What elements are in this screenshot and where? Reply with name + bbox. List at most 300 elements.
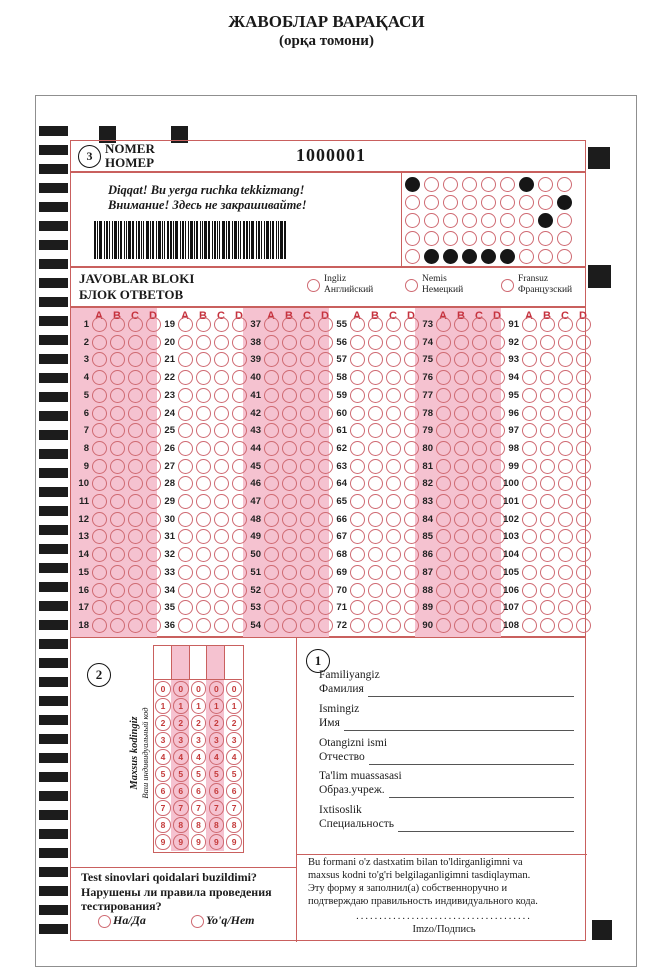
answer-bubble[interactable] bbox=[110, 352, 125, 367]
answer-bubble[interactable] bbox=[436, 565, 451, 580]
answer-bubble[interactable] bbox=[540, 335, 555, 350]
answer-bubble[interactable] bbox=[472, 618, 487, 633]
digit-bubble[interactable]: 5 bbox=[209, 766, 225, 782]
signature-dots[interactable]: ...................................... bbox=[356, 911, 532, 922]
answer-bubble[interactable] bbox=[472, 476, 487, 491]
answer-bubble[interactable] bbox=[386, 423, 401, 438]
digit-bubble[interactable]: 3 bbox=[209, 732, 225, 748]
digit-bubble[interactable]: 5 bbox=[226, 766, 242, 782]
code-bubble[interactable] bbox=[405, 231, 420, 246]
answer-bubble[interactable] bbox=[472, 406, 487, 421]
answer-bubble[interactable] bbox=[178, 547, 193, 562]
answer-bubble[interactable] bbox=[540, 618, 555, 633]
answer-bubble[interactable] bbox=[558, 529, 573, 544]
answer-bubble[interactable] bbox=[282, 494, 297, 509]
answer-bubble[interactable] bbox=[472, 583, 487, 598]
digit-bubble[interactable]: 5 bbox=[191, 766, 207, 782]
answer-bubble[interactable] bbox=[350, 600, 365, 615]
answer-bubble[interactable] bbox=[368, 441, 383, 456]
answer-bubble[interactable] bbox=[300, 370, 315, 385]
answer-bubble[interactable] bbox=[128, 441, 143, 456]
answer-bubble[interactable] bbox=[282, 512, 297, 527]
answer-bubble[interactable] bbox=[522, 583, 537, 598]
answer-bubble[interactable] bbox=[196, 388, 211, 403]
code-bubble[interactable] bbox=[557, 195, 572, 210]
answer-bubble[interactable] bbox=[522, 352, 537, 367]
answer-bubble[interactable] bbox=[128, 494, 143, 509]
answer-bubble[interactable] bbox=[540, 423, 555, 438]
answer-bubble[interactable] bbox=[300, 459, 315, 474]
code-bubble[interactable] bbox=[405, 177, 420, 192]
answer-bubble[interactable] bbox=[436, 494, 451, 509]
answer-bubble[interactable] bbox=[128, 388, 143, 403]
digit-bubble[interactable]: 9 bbox=[209, 834, 225, 850]
answer-bubble[interactable] bbox=[558, 494, 573, 509]
answer-bubble[interactable] bbox=[386, 547, 401, 562]
answer-bubble[interactable] bbox=[436, 476, 451, 491]
answer-bubble[interactable] bbox=[540, 352, 555, 367]
answer-bubble[interactable] bbox=[454, 565, 469, 580]
digit-bubble[interactable]: 2 bbox=[226, 715, 242, 731]
answer-bubble[interactable] bbox=[350, 547, 365, 562]
answer-bubble[interactable] bbox=[386, 618, 401, 633]
answer-bubble[interactable] bbox=[454, 494, 469, 509]
code-bubble[interactable] bbox=[462, 195, 477, 210]
answer-bubble[interactable] bbox=[386, 388, 401, 403]
answer-bubble[interactable] bbox=[540, 441, 555, 456]
answer-bubble[interactable] bbox=[128, 583, 143, 598]
answer-bubble[interactable] bbox=[350, 352, 365, 367]
answer-bubble[interactable] bbox=[350, 441, 365, 456]
answer-bubble[interactable] bbox=[454, 547, 469, 562]
answer-bubble[interactable] bbox=[386, 352, 401, 367]
answer-bubble[interactable] bbox=[576, 352, 591, 367]
answer-bubble[interactable] bbox=[282, 352, 297, 367]
answer-bubble[interactable] bbox=[264, 352, 279, 367]
answer-bubble[interactable] bbox=[540, 317, 555, 332]
answer-bubble[interactable] bbox=[214, 600, 229, 615]
answer-bubble[interactable] bbox=[540, 600, 555, 615]
answer-bubble[interactable] bbox=[386, 512, 401, 527]
answer-bubble[interactable] bbox=[178, 335, 193, 350]
code-bubble[interactable] bbox=[557, 213, 572, 228]
answer-bubble[interactable] bbox=[454, 459, 469, 474]
answer-bubble[interactable] bbox=[178, 512, 193, 527]
answer-bubble[interactable] bbox=[472, 441, 487, 456]
answer-bubble[interactable] bbox=[196, 494, 211, 509]
code-bubble[interactable] bbox=[443, 249, 458, 264]
answer-bubble[interactable] bbox=[558, 476, 573, 491]
answer-bubble[interactable] bbox=[92, 618, 107, 633]
answer-bubble[interactable] bbox=[178, 600, 193, 615]
answer-bubble[interactable] bbox=[196, 352, 211, 367]
answer-bubble[interactable] bbox=[264, 370, 279, 385]
code-bubble[interactable] bbox=[538, 177, 553, 192]
answer-bubble[interactable] bbox=[110, 583, 125, 598]
answer-bubble[interactable] bbox=[350, 565, 365, 580]
answer-bubble[interactable] bbox=[282, 459, 297, 474]
answer-bubble[interactable] bbox=[178, 370, 193, 385]
answer-bubble[interactable] bbox=[300, 335, 315, 350]
answer-bubble[interactable] bbox=[522, 441, 537, 456]
digit-bubble[interactable]: 3 bbox=[226, 732, 242, 748]
answer-bubble[interactable] bbox=[576, 370, 591, 385]
answer-bubble[interactable] bbox=[558, 370, 573, 385]
answer-bubble[interactable] bbox=[300, 406, 315, 421]
answer-bubble[interactable] bbox=[454, 423, 469, 438]
digit-bubble[interactable]: 3 bbox=[191, 732, 207, 748]
answer-bubble[interactable] bbox=[264, 441, 279, 456]
answer-bubble[interactable] bbox=[472, 565, 487, 580]
digit-bubble[interactable]: 0 bbox=[191, 681, 207, 697]
digit-bubble[interactable]: 0 bbox=[209, 681, 225, 697]
answer-bubble[interactable] bbox=[368, 583, 383, 598]
answer-bubble[interactable] bbox=[522, 423, 537, 438]
answer-bubble[interactable] bbox=[558, 459, 573, 474]
code-bubble[interactable] bbox=[481, 249, 496, 264]
answer-bubble[interactable] bbox=[576, 512, 591, 527]
code-bubble[interactable] bbox=[500, 249, 515, 264]
digit-bubble[interactable]: 1 bbox=[191, 698, 207, 714]
answer-bubble[interactable] bbox=[558, 406, 573, 421]
answer-bubble[interactable] bbox=[350, 512, 365, 527]
answer-bubble[interactable] bbox=[522, 476, 537, 491]
answer-bubble[interactable] bbox=[454, 583, 469, 598]
code-bubble[interactable] bbox=[443, 177, 458, 192]
answer-bubble[interactable] bbox=[264, 600, 279, 615]
answer-bubble[interactable] bbox=[540, 529, 555, 544]
digit-bubble[interactable]: 2 bbox=[209, 715, 225, 731]
answer-bubble[interactable] bbox=[368, 352, 383, 367]
answer-bubble[interactable] bbox=[368, 317, 383, 332]
answer-bubble[interactable] bbox=[454, 317, 469, 332]
answer-bubble[interactable] bbox=[436, 583, 451, 598]
answer-bubble[interactable] bbox=[110, 370, 125, 385]
answer-bubble[interactable] bbox=[576, 583, 591, 598]
answer-bubble[interactable] bbox=[576, 388, 591, 403]
answer-bubble[interactable] bbox=[558, 583, 573, 598]
answer-bubble[interactable] bbox=[522, 494, 537, 509]
answer-bubble[interactable] bbox=[92, 600, 107, 615]
answer-bubble[interactable] bbox=[178, 583, 193, 598]
answer-bubble[interactable] bbox=[128, 547, 143, 562]
answer-bubble[interactable] bbox=[92, 352, 107, 367]
answer-bubble[interactable] bbox=[386, 565, 401, 580]
answer-bubble[interactable] bbox=[196, 317, 211, 332]
answer-bubble[interactable] bbox=[472, 459, 487, 474]
answer-bubble[interactable] bbox=[110, 317, 125, 332]
answer-bubble[interactable] bbox=[436, 335, 451, 350]
answer-bubble[interactable] bbox=[214, 476, 229, 491]
code-bubble[interactable] bbox=[500, 231, 515, 246]
answer-bubble[interactable] bbox=[350, 317, 365, 332]
answer-bubble[interactable] bbox=[92, 583, 107, 598]
answer-bubble[interactable] bbox=[178, 529, 193, 544]
answer-bubble[interactable] bbox=[558, 335, 573, 350]
digit-bubble[interactable]: 4 bbox=[191, 749, 207, 765]
code-bubble[interactable] bbox=[462, 177, 477, 192]
answer-bubble[interactable] bbox=[282, 583, 297, 598]
answer-bubble[interactable] bbox=[264, 529, 279, 544]
code-bubble[interactable] bbox=[462, 231, 477, 246]
answer-bubble[interactable] bbox=[128, 618, 143, 633]
answer-bubble[interactable] bbox=[300, 547, 315, 562]
answer-bubble[interactable] bbox=[576, 406, 591, 421]
answer-bubble[interactable] bbox=[436, 459, 451, 474]
answer-bubble[interactable] bbox=[214, 618, 229, 633]
answer-bubble[interactable] bbox=[196, 370, 211, 385]
answer-bubble[interactable] bbox=[436, 529, 451, 544]
answer-bubble[interactable] bbox=[436, 547, 451, 562]
code-bubble[interactable] bbox=[424, 177, 439, 192]
code-bubble[interactable] bbox=[519, 177, 534, 192]
answer-bubble[interactable] bbox=[386, 370, 401, 385]
answer-bubble[interactable] bbox=[282, 565, 297, 580]
answer-bubble[interactable] bbox=[540, 459, 555, 474]
answer-bubble[interactable] bbox=[214, 494, 229, 509]
language-bubble[interactable] bbox=[405, 279, 418, 292]
answer-bubble[interactable] bbox=[300, 565, 315, 580]
answer-bubble[interactable] bbox=[300, 476, 315, 491]
answer-bubble[interactable] bbox=[558, 618, 573, 633]
answer-bubble[interactable] bbox=[576, 459, 591, 474]
answer-bubble[interactable] bbox=[576, 423, 591, 438]
answer-bubble[interactable] bbox=[454, 335, 469, 350]
answer-bubble[interactable] bbox=[368, 423, 383, 438]
answer-bubble[interactable] bbox=[196, 406, 211, 421]
answer-bubble[interactable] bbox=[178, 565, 193, 580]
answer-bubble[interactable] bbox=[282, 441, 297, 456]
answer-bubble[interactable] bbox=[282, 547, 297, 562]
answer-bubble[interactable] bbox=[214, 423, 229, 438]
answer-bubble[interactable] bbox=[576, 494, 591, 509]
code-bubble[interactable] bbox=[481, 195, 496, 210]
answer-bubble[interactable] bbox=[128, 335, 143, 350]
answer-bubble[interactable] bbox=[178, 476, 193, 491]
answer-bubble[interactable] bbox=[92, 512, 107, 527]
answer-bubble[interactable] bbox=[454, 600, 469, 615]
answer-bubble[interactable] bbox=[178, 441, 193, 456]
answer-bubble[interactable] bbox=[522, 370, 537, 385]
answer-bubble[interactable] bbox=[264, 512, 279, 527]
answer-bubble[interactable] bbox=[264, 406, 279, 421]
answer-bubble[interactable] bbox=[110, 547, 125, 562]
answer-bubble[interactable] bbox=[576, 317, 591, 332]
answer-bubble[interactable] bbox=[196, 441, 211, 456]
answer-bubble[interactable] bbox=[300, 618, 315, 633]
digit-bubble[interactable]: 2 bbox=[173, 715, 189, 731]
answer-bubble[interactable] bbox=[282, 317, 297, 332]
answer-bubble[interactable] bbox=[264, 388, 279, 403]
answer-bubble[interactable] bbox=[196, 512, 211, 527]
answer-bubble[interactable] bbox=[300, 529, 315, 544]
digit-bubble[interactable]: 8 bbox=[191, 817, 207, 833]
code-bubble[interactable] bbox=[424, 195, 439, 210]
answer-bubble[interactable] bbox=[576, 547, 591, 562]
answer-bubble[interactable] bbox=[264, 618, 279, 633]
answer-bubble[interactable] bbox=[196, 583, 211, 598]
answer-bubble[interactable] bbox=[350, 583, 365, 598]
digit-bubble[interactable]: 7 bbox=[173, 800, 189, 816]
code-bubble[interactable] bbox=[405, 249, 420, 264]
answer-bubble[interactable] bbox=[386, 494, 401, 509]
answer-bubble[interactable] bbox=[110, 388, 125, 403]
digit-bubble[interactable]: 6 bbox=[173, 783, 189, 799]
answer-bubble[interactable] bbox=[368, 370, 383, 385]
answer-bubble[interactable] bbox=[472, 529, 487, 544]
language-bubble[interactable] bbox=[501, 279, 514, 292]
field-input-line[interactable] bbox=[344, 717, 574, 731]
answer-bubble[interactable] bbox=[350, 618, 365, 633]
code-bubble[interactable] bbox=[405, 213, 420, 228]
code-bubble[interactable] bbox=[519, 249, 534, 264]
answer-bubble[interactable] bbox=[350, 476, 365, 491]
digit-bubble[interactable]: 3 bbox=[173, 732, 189, 748]
answer-bubble[interactable] bbox=[282, 529, 297, 544]
answer-bubble[interactable] bbox=[110, 423, 125, 438]
answer-bubble[interactable] bbox=[558, 388, 573, 403]
answer-bubble[interactable] bbox=[436, 317, 451, 332]
answer-bubble[interactable] bbox=[196, 423, 211, 438]
answer-bubble[interactable] bbox=[472, 423, 487, 438]
answer-bubble[interactable] bbox=[196, 618, 211, 633]
code-bubble[interactable] bbox=[519, 213, 534, 228]
answer-bubble[interactable] bbox=[128, 529, 143, 544]
answer-bubble[interactable] bbox=[472, 317, 487, 332]
digit-bubble[interactable]: 0 bbox=[155, 681, 171, 697]
answer-bubble[interactable] bbox=[576, 565, 591, 580]
digit-bubble[interactable]: 0 bbox=[226, 681, 242, 697]
answer-bubble[interactable] bbox=[540, 565, 555, 580]
answer-bubble[interactable] bbox=[110, 476, 125, 491]
answer-bubble[interactable] bbox=[128, 600, 143, 615]
answer-bubble[interactable] bbox=[472, 335, 487, 350]
answer-bubble[interactable] bbox=[110, 600, 125, 615]
digit-bubble[interactable]: 4 bbox=[226, 749, 242, 765]
digit-bubble[interactable]: 2 bbox=[191, 715, 207, 731]
digit-bubble[interactable]: 8 bbox=[226, 817, 242, 833]
answer-bubble[interactable] bbox=[214, 388, 229, 403]
answer-bubble[interactable] bbox=[300, 600, 315, 615]
answer-bubble[interactable] bbox=[178, 494, 193, 509]
answer-bubble[interactable] bbox=[540, 583, 555, 598]
answer-bubble[interactable] bbox=[576, 476, 591, 491]
code-bubble[interactable] bbox=[443, 231, 458, 246]
answer-bubble[interactable] bbox=[92, 494, 107, 509]
digit-bubble[interactable]: 7 bbox=[226, 800, 242, 816]
answer-bubble[interactable] bbox=[386, 529, 401, 544]
code-bubble[interactable] bbox=[500, 177, 515, 192]
code-bubble[interactable] bbox=[538, 195, 553, 210]
answer-bubble[interactable] bbox=[300, 583, 315, 598]
answer-bubble[interactable] bbox=[386, 317, 401, 332]
answer-bubble[interactable] bbox=[522, 459, 537, 474]
answer-bubble[interactable] bbox=[522, 512, 537, 527]
answer-bubble[interactable] bbox=[128, 476, 143, 491]
digit-bubble[interactable]: 0 bbox=[173, 681, 189, 697]
answer-bubble[interactable] bbox=[558, 565, 573, 580]
digit-bubble[interactable]: 4 bbox=[173, 749, 189, 765]
digit-bubble[interactable]: 9 bbox=[155, 834, 171, 850]
answer-bubble[interactable] bbox=[92, 423, 107, 438]
digit-bubble[interactable]: 4 bbox=[209, 749, 225, 765]
answer-bubble[interactable] bbox=[282, 388, 297, 403]
digit-bubble[interactable]: 8 bbox=[173, 817, 189, 833]
answer-bubble[interactable] bbox=[128, 370, 143, 385]
answer-bubble[interactable] bbox=[92, 547, 107, 562]
answer-bubble[interactable] bbox=[128, 352, 143, 367]
answer-bubble[interactable] bbox=[558, 547, 573, 562]
code-bubble[interactable] bbox=[424, 213, 439, 228]
answer-bubble[interactable] bbox=[368, 388, 383, 403]
answer-bubble[interactable] bbox=[196, 459, 211, 474]
answer-bubble[interactable] bbox=[178, 352, 193, 367]
answer-bubble[interactable] bbox=[110, 618, 125, 633]
answer-bubble[interactable] bbox=[92, 317, 107, 332]
answer-bubble[interactable] bbox=[386, 335, 401, 350]
digit-bubble[interactable]: 6 bbox=[226, 783, 242, 799]
answer-bubble[interactable] bbox=[282, 423, 297, 438]
code-bubble[interactable] bbox=[481, 213, 496, 228]
answer-bubble[interactable] bbox=[576, 529, 591, 544]
answer-bubble[interactable] bbox=[214, 529, 229, 544]
answer-bubble[interactable] bbox=[454, 352, 469, 367]
answer-bubble[interactable] bbox=[300, 494, 315, 509]
answer-bubble[interactable] bbox=[350, 335, 365, 350]
answer-bubble[interactable] bbox=[558, 600, 573, 615]
digit-bubble[interactable]: 5 bbox=[173, 766, 189, 782]
answer-bubble[interactable] bbox=[282, 335, 297, 350]
answer-bubble[interactable] bbox=[300, 441, 315, 456]
answer-bubble[interactable] bbox=[214, 512, 229, 527]
digit-bubble[interactable]: 5 bbox=[155, 766, 171, 782]
digit-bubble[interactable]: 4 bbox=[155, 749, 171, 765]
answer-bubble[interactable] bbox=[576, 335, 591, 350]
digit-bubble[interactable]: 3 bbox=[155, 732, 171, 748]
field-input-line[interactable] bbox=[398, 818, 574, 832]
answer-bubble[interactable] bbox=[178, 317, 193, 332]
code-bubble[interactable] bbox=[443, 213, 458, 228]
answer-bubble[interactable] bbox=[454, 441, 469, 456]
answer-bubble[interactable] bbox=[264, 317, 279, 332]
code-bubble[interactable] bbox=[519, 231, 534, 246]
answer-bubble[interactable] bbox=[368, 512, 383, 527]
answer-bubble[interactable] bbox=[522, 600, 537, 615]
answer-bubble[interactable] bbox=[454, 512, 469, 527]
answer-bubble[interactable] bbox=[178, 459, 193, 474]
answer-bubble[interactable] bbox=[350, 406, 365, 421]
answer-bubble[interactable] bbox=[300, 512, 315, 527]
answer-bubble[interactable] bbox=[128, 512, 143, 527]
answer-bubble[interactable] bbox=[436, 388, 451, 403]
digit-bubble[interactable]: 6 bbox=[191, 783, 207, 799]
answer-bubble[interactable] bbox=[214, 352, 229, 367]
answer-bubble[interactable] bbox=[92, 459, 107, 474]
answer-bubble[interactable] bbox=[540, 512, 555, 527]
answer-bubble[interactable] bbox=[92, 388, 107, 403]
answer-bubble[interactable] bbox=[472, 512, 487, 527]
answer-bubble[interactable] bbox=[214, 547, 229, 562]
answer-bubble[interactable] bbox=[386, 406, 401, 421]
answer-bubble[interactable] bbox=[128, 459, 143, 474]
answer-bubble[interactable] bbox=[386, 441, 401, 456]
code-bubble[interactable] bbox=[481, 177, 496, 192]
answer-bubble[interactable] bbox=[300, 388, 315, 403]
answer-bubble[interactable] bbox=[196, 547, 211, 562]
answer-bubble[interactable] bbox=[264, 583, 279, 598]
answer-bubble[interactable] bbox=[540, 406, 555, 421]
answer-bubble[interactable] bbox=[350, 370, 365, 385]
